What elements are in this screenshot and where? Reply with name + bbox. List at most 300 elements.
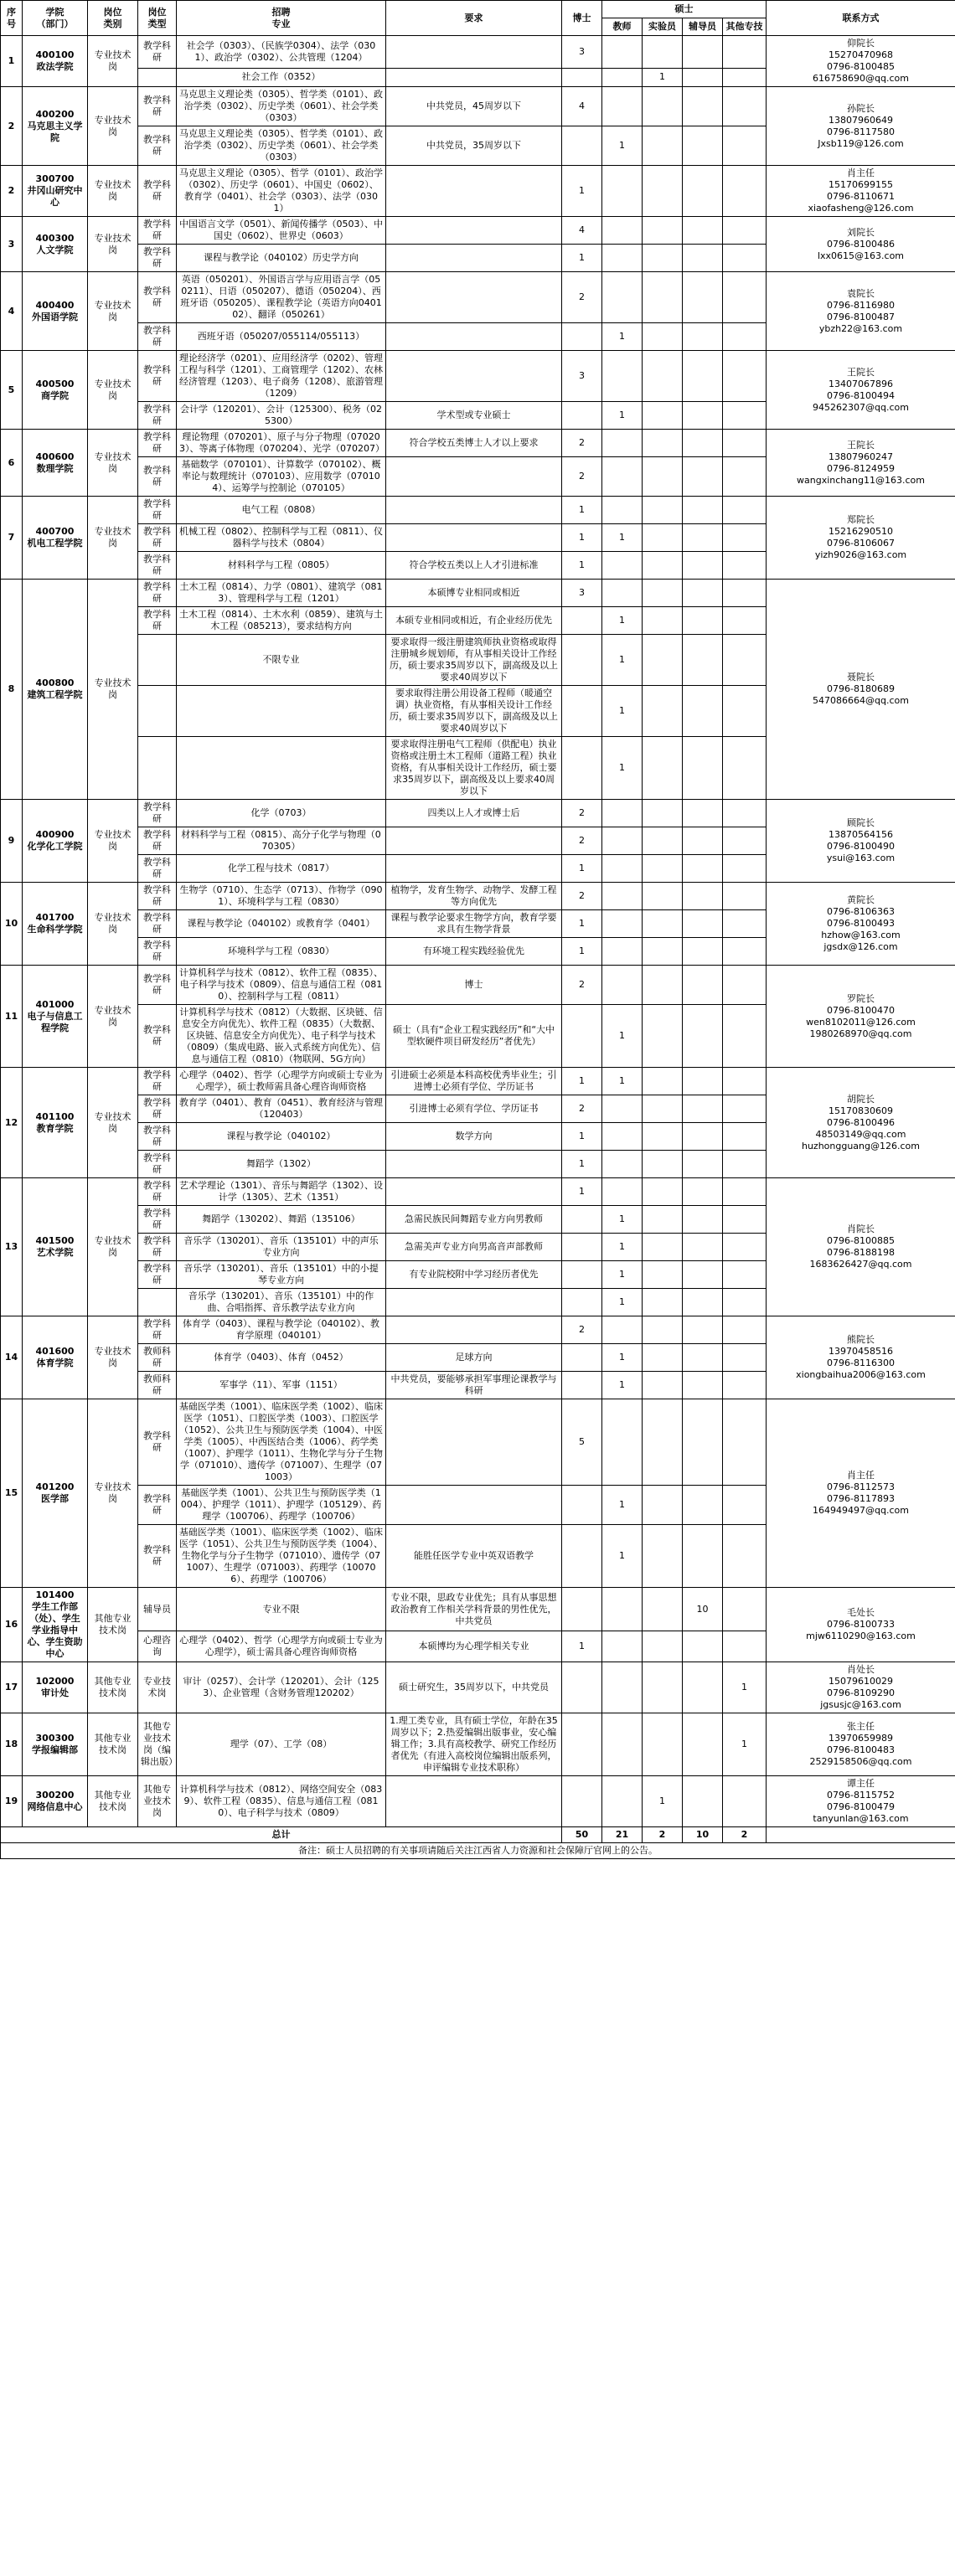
row-teacher: 1 — [602, 1344, 643, 1372]
row-requirement: 硕士（具有“企业工程实践经历”和“大中型软硬件项目研发经历”者优先） — [386, 1005, 562, 1068]
header-contact: 联系方式 — [767, 1, 955, 36]
row-teacher: 1 — [602, 402, 643, 430]
row-contact: 黄院长 0796-8106363 0796-8100493 hzhow@163.com jgsdx@126.com — [767, 883, 955, 966]
row-experimenter — [643, 910, 683, 938]
row-experimenter — [643, 497, 683, 524]
row-post-type: 教学科研 — [138, 430, 177, 457]
row-teacher: 1 — [602, 1525, 643, 1588]
row-experimenter — [643, 686, 683, 737]
row-counselor — [683, 1123, 723, 1151]
row-teacher — [602, 938, 643, 966]
row-post-type: 心理咨询 — [138, 1631, 177, 1662]
row-other-tech — [723, 1005, 767, 1068]
row-other-tech — [723, 1525, 767, 1588]
row-other-tech — [723, 457, 767, 497]
row-teacher — [602, 800, 643, 827]
row-other-tech — [723, 1206, 767, 1234]
row-post-category: 专业技术岗 — [88, 497, 138, 580]
row-phd: 1 — [562, 1123, 602, 1151]
row-major — [177, 686, 386, 737]
row-experimenter — [643, 1123, 683, 1151]
row-post-category: 其他专业技术岗 — [88, 1776, 138, 1827]
row-contact: 胡院长 15170830609 0796-8100496 48503149@qq.com huzhongguang@126.com — [767, 1068, 955, 1178]
row-experimenter — [643, 1662, 683, 1713]
row-post-category: 专业技术岗 — [88, 966, 138, 1068]
row-post-type — [138, 686, 177, 737]
row-post-type: 教学科研 — [138, 1178, 177, 1206]
row-seq: 15 — [1, 1399, 23, 1588]
table-row — [1, 580, 955, 607]
row-teacher — [602, 1151, 643, 1178]
row-seq: 10 — [1, 883, 23, 966]
row-phd: 1 — [562, 245, 602, 272]
row-counselor — [683, 1316, 723, 1344]
row-contact: 肖主任 15170699155 0796-8110671 xiaofasheng@126.com — [767, 166, 955, 217]
row-college: 401000 电子与信息工程学院 — [23, 966, 88, 1068]
row-seq: 1 — [1, 36, 23, 87]
row-requirement — [386, 166, 562, 217]
row-requirement — [386, 323, 562, 351]
row-phd: 1 — [562, 855, 602, 883]
row-counselor — [683, 938, 723, 966]
row-requirement — [386, 855, 562, 883]
row-post-type: 教学科研 — [138, 1525, 177, 1588]
row-phd: 2 — [562, 800, 602, 827]
row-teacher — [602, 1631, 643, 1662]
table-row — [1, 430, 955, 457]
row-phd: 1 — [562, 497, 602, 524]
row-counselor — [683, 457, 723, 497]
row-requirement: 博士 — [386, 966, 562, 1005]
row-seq: 6 — [1, 430, 23, 497]
table-row — [1, 1316, 955, 1344]
row-counselor — [683, 737, 723, 800]
row-experimenter — [643, 607, 683, 635]
row-other-tech — [723, 966, 767, 1005]
row-college: 401200 医学部 — [23, 1399, 88, 1588]
row-college: 101400 学生工作部（处）、学生学业指导中心、学生资助中心 — [23, 1588, 88, 1662]
row-experimenter — [643, 1486, 683, 1525]
row-phd: 2 — [562, 457, 602, 497]
row-experimenter — [643, 580, 683, 607]
row-phd: 2 — [562, 966, 602, 1005]
table-row — [1, 1068, 955, 1095]
row-major: 体育学（0403）、体育（0452） — [177, 1344, 386, 1372]
row-college: 300700 井冈山研究中心 — [23, 166, 88, 217]
header-college: 学院 （部门） — [23, 1, 88, 36]
row-other-tech — [723, 126, 767, 166]
row-teacher — [602, 552, 643, 580]
row-other-tech — [723, 1068, 767, 1095]
row-other-tech — [723, 430, 767, 457]
row-post-category: 专业技术岗 — [88, 217, 138, 272]
row-phd: 1 — [562, 1178, 602, 1206]
row-other-tech — [723, 1776, 767, 1827]
row-phd: 3 — [562, 36, 602, 69]
row-teacher — [602, 1178, 643, 1206]
row-counselor — [683, 1095, 723, 1123]
row-other-tech — [723, 1631, 767, 1662]
table-header — [1, 1, 955, 36]
table-row — [1, 217, 955, 245]
row-phd — [562, 1372, 602, 1399]
row-post-category: 专业技术岗 — [88, 800, 138, 883]
row-post-type: 教学科研 — [138, 36, 177, 69]
total-teacher: 21 — [602, 1827, 643, 1843]
table-row — [1, 497, 955, 524]
table-row — [1, 1588, 955, 1631]
row-post-type: 教学科研 — [138, 126, 177, 166]
total-empty — [767, 1827, 955, 1843]
row-counselor — [683, 272, 723, 323]
row-requirement: 要求取得注册电气工程师（供配电）执业资格或注册土木工程师（道路工程）执业资格，有从事相关设计工作经历，硕士要求35周岁以下，副高级及以上要求40周岁以下 — [386, 737, 562, 800]
row-major: 会计学（120201）、会计（125300）、税务（025300） — [177, 402, 386, 430]
row-experimenter — [643, 1234, 683, 1261]
row-phd — [562, 126, 602, 166]
row-other-tech — [723, 607, 767, 635]
row-seq: 11 — [1, 966, 23, 1068]
row-teacher — [602, 245, 643, 272]
row-major: 机械工程（0802）、控制科学与工程（0811）、仪器科学与技术（0804） — [177, 524, 386, 552]
row-seq: 8 — [1, 580, 23, 800]
row-phd: 3 — [562, 351, 602, 402]
row-major: 土木工程（0814）、力学（0801）、建筑学（0813）、管理科学与工程（1201） — [177, 580, 386, 607]
row-college: 400800 建筑工程学院 — [23, 580, 88, 800]
row-post-type: 教学科研 — [138, 1206, 177, 1234]
row-post-type: 教学科研 — [138, 883, 177, 910]
row-counselor — [683, 827, 723, 855]
row-phd — [562, 737, 602, 800]
row-major: 生物学（0710）、生态学（0713）、作物学（0901）、环境科学与工程（0830） — [177, 883, 386, 910]
row-major: 社会工作（0352） — [177, 68, 386, 86]
row-counselor — [683, 166, 723, 217]
row-teacher — [602, 966, 643, 1005]
row-other-tech — [723, 737, 767, 800]
row-post-type: 教学科研 — [138, 457, 177, 497]
row-college: 400500 商学院 — [23, 351, 88, 430]
row-other-tech — [723, 1316, 767, 1344]
row-major: 课程与教学论（040102）或教育学（0401） — [177, 910, 386, 938]
row-other-tech — [723, 1344, 767, 1372]
row-other-tech — [723, 1372, 767, 1399]
row-phd — [562, 1486, 602, 1525]
header-other-tech: 其他专技 — [723, 18, 767, 36]
row-teacher — [602, 217, 643, 245]
row-major: 材料科学与工程（0815）、高分子化学与物理（070305） — [177, 827, 386, 855]
row-experimenter — [643, 1095, 683, 1123]
row-major: 音乐学（130201）、音乐（135101）中的声乐专业方向 — [177, 1234, 386, 1261]
row-other-tech — [723, 351, 767, 402]
header-seq: 序号 — [1, 1, 23, 36]
row-phd — [562, 1289, 602, 1316]
row-college: 300300 学报编辑部 — [23, 1713, 88, 1776]
row-post-category: 专业技术岗 — [88, 272, 138, 351]
row-teacher — [602, 1095, 643, 1123]
row-post-type: 教学科研 — [138, 1486, 177, 1525]
header-teacher: 教师 — [602, 18, 643, 36]
table-row — [1, 87, 955, 126]
row-post-type: 其他专业技术岗 — [138, 1776, 177, 1827]
row-counselor — [683, 36, 723, 69]
row-other-tech — [723, 1151, 767, 1178]
row-major: 基础医学类（1001）、公共卫生与预防医学类（1004）、护理学（1011）、护理学（105129）、药理学（100706）、药理学（100706） — [177, 1486, 386, 1525]
row-requirement — [386, 827, 562, 855]
row-counselor — [683, 87, 723, 126]
row-counselor — [683, 607, 723, 635]
row-requirement — [386, 1178, 562, 1206]
row-post-type: 辅导员 — [138, 1588, 177, 1631]
row-counselor — [683, 686, 723, 737]
row-counselor: 10 — [683, 1588, 723, 1631]
row-experimenter — [643, 552, 683, 580]
row-counselor — [683, 524, 723, 552]
row-counselor — [683, 1289, 723, 1316]
row-experimenter — [643, 524, 683, 552]
row-post-category: 其他专业技术岗 — [88, 1588, 138, 1662]
header-counselor: 辅导员 — [683, 18, 723, 36]
row-other-tech — [723, 1588, 767, 1631]
row-other-tech — [723, 1095, 767, 1123]
row-experimenter — [643, 126, 683, 166]
row-other-tech — [723, 827, 767, 855]
row-post-category: 专业技术岗 — [88, 1316, 138, 1399]
row-contact: 张主任 13970659989 0796-8100483 2529158506@qq.com — [767, 1713, 955, 1776]
row-major: 军事学（11）、军事（1151） — [177, 1372, 386, 1399]
row-major: 材料科学与工程（0805） — [177, 552, 386, 580]
row-college: 102000 审计处 — [23, 1662, 88, 1713]
row-phd — [562, 402, 602, 430]
row-contact: 罗院长 0796-8100470 wen8102011@126.com 1980268970@qq.com — [767, 966, 955, 1068]
row-counselor — [683, 966, 723, 1005]
row-major: 心理学（0402）、哲学（心理学方向或硕士专业为心理学），硕士教师需具备心理咨询师资格 — [177, 1068, 386, 1095]
row-post-category: 专业技术岗 — [88, 351, 138, 430]
row-major: 理论经济学（0201）、应用经济学（0202）、管理工程与科学（1201）、工商管理学（1202）、农林经济管理（1203）、电子商务（1208）、旅游管理（1209） — [177, 351, 386, 402]
row-experimenter — [643, 737, 683, 800]
row-post-type: 教学科研 — [138, 217, 177, 245]
row-contact: 郑院长 15216290510 0796-8106067 yizh9026@163.com — [767, 497, 955, 580]
row-major: 体育学（0403）、课程与教学论（040102）、教育学原理（040101） — [177, 1316, 386, 1344]
row-counselor — [683, 1261, 723, 1289]
row-post-type: 教学科研 — [138, 245, 177, 272]
row-other-tech — [723, 855, 767, 883]
row-major: 理学（07）、工学（08） — [177, 1713, 386, 1776]
row-phd — [562, 1588, 602, 1631]
row-post-type: 教学科研 — [138, 1234, 177, 1261]
row-counselor — [683, 1399, 723, 1486]
row-requirement: 要求取得一级注册建筑师执业资格或取得注册城乡规划师，有从事相关设计工作经历，硕士要求35周岁以下，副高级及以上要求40周岁以下 — [386, 635, 562, 686]
row-other-tech — [723, 1399, 767, 1486]
row-other-tech — [723, 1486, 767, 1525]
row-experimenter — [643, 217, 683, 245]
row-requirement — [386, 1776, 562, 1827]
row-post-category: 专业技术岗 — [88, 580, 138, 800]
row-post-type: 教学科研 — [138, 166, 177, 217]
row-requirement: 四类以上人才或博士后 — [386, 800, 562, 827]
row-major: 音乐学（130201）、音乐（135101）中的作曲、合唱指挥、音乐教学法专业方向 — [177, 1289, 386, 1316]
row-post-type: 教学科研 — [138, 323, 177, 351]
row-teacher: 1 — [602, 1486, 643, 1525]
row-requirement: 符合学校五类以上人才引进标准 — [386, 552, 562, 580]
row-post-type: 教学科研 — [138, 580, 177, 607]
row-phd — [562, 1344, 602, 1372]
row-counselor — [683, 245, 723, 272]
row-post-type: 教学科研 — [138, 1095, 177, 1123]
table-row — [1, 272, 955, 323]
note-row — [1, 1843, 955, 1859]
row-teacher: 1 — [602, 686, 643, 737]
row-experimenter — [643, 635, 683, 686]
row-post-type — [138, 1289, 177, 1316]
row-experimenter — [643, 1525, 683, 1588]
row-major: 环境科学与工程（0830） — [177, 938, 386, 966]
row-post-type: 教学科研 — [138, 607, 177, 635]
row-teacher — [602, 430, 643, 457]
row-other-tech — [723, 323, 767, 351]
row-experimenter — [643, 1005, 683, 1068]
row-experimenter — [643, 1261, 683, 1289]
row-teacher — [602, 580, 643, 607]
row-requirement: 能胜任医学专业中英双语教学 — [386, 1525, 562, 1588]
row-post-type: 教学科研 — [138, 1261, 177, 1289]
row-post-type: 教学科研 — [138, 910, 177, 938]
row-other-tech — [723, 36, 767, 69]
row-seq: 2 — [1, 87, 23, 166]
row-other-tech — [723, 272, 767, 323]
row-seq: 18 — [1, 1713, 23, 1776]
row-requirement — [386, 1399, 562, 1486]
row-major: 化学工程与技术（0817） — [177, 855, 386, 883]
row-other-tech — [723, 497, 767, 524]
table-row — [1, 166, 955, 217]
row-college: 401500 艺术学院 — [23, 1178, 88, 1316]
row-post-category: 专业技术岗 — [88, 1399, 138, 1588]
row-college: 400600 数理学院 — [23, 430, 88, 497]
row-counselor — [683, 1486, 723, 1525]
row-requirement: 专业不限，思政专业优先；具有从事思想政治教育工作相关学科背景的男性优先，中共党员 — [386, 1588, 562, 1631]
row-teacher: 1 — [602, 1289, 643, 1316]
row-experimenter — [643, 855, 683, 883]
total-row — [1, 1827, 955, 1843]
row-other-tech — [723, 1289, 767, 1316]
row-requirement: 引进博士必须有学位、学历证书 — [386, 1095, 562, 1123]
row-post-type: 教师科研 — [138, 1372, 177, 1399]
row-experimenter — [643, 966, 683, 1005]
row-phd: 1 — [562, 1068, 602, 1095]
row-experimenter: 1 — [643, 1776, 683, 1827]
table-row — [1, 1662, 955, 1713]
row-experimenter: 1 — [643, 68, 683, 86]
row-contact: 孙院长 13807960649 0796-8117580 Jxsb119@126.com — [767, 87, 955, 166]
row-phd: 1 — [562, 1631, 602, 1662]
table-row — [1, 36, 955, 69]
row-counselor — [683, 883, 723, 910]
header-major: 招聘 专业 — [177, 1, 386, 36]
row-teacher — [602, 827, 643, 855]
row-contact: 袁院长 0796-8116980 0796-8100487 ybzh22@163.com — [767, 272, 955, 351]
row-contact: 肖处长 15079610029 0796-8109290 jgsusjc@163.com — [767, 1662, 955, 1713]
row-requirement: 本硕博专业相同或相近 — [386, 580, 562, 607]
row-counselor — [683, 126, 723, 166]
row-experimenter — [643, 938, 683, 966]
total-phd: 50 — [562, 1827, 602, 1843]
row-experimenter — [643, 827, 683, 855]
row-major: 教育学（0401）、教育（0451）、教育经济与管理（120403） — [177, 1095, 386, 1123]
row-phd: 2 — [562, 883, 602, 910]
row-teacher — [602, 351, 643, 402]
row-counselor — [683, 1005, 723, 1068]
row-teacher — [602, 883, 643, 910]
row-other-tech — [723, 1178, 767, 1206]
row-phd: 2 — [562, 827, 602, 855]
row-phd: 1 — [562, 1151, 602, 1178]
row-counselor — [683, 1372, 723, 1399]
row-phd: 5 — [562, 1399, 602, 1486]
row-counselor — [683, 1662, 723, 1713]
row-requirement — [386, 272, 562, 323]
row-college: 400400 外国语学院 — [23, 272, 88, 351]
row-counselor — [683, 1631, 723, 1662]
row-post-type — [138, 737, 177, 800]
row-post-type: 教学科研 — [138, 1068, 177, 1095]
row-major: 英语（050201）、外国语言学与应用语言学（050211）、日语（050207）、德语（050204）、西班牙语（050205）、课程教学论（英语方向040102）、翻译（050261） — [177, 272, 386, 323]
row-phd: 1 — [562, 938, 602, 966]
row-contact: 熊院长 13970458516 0796-8116300 xiongbaihua2006@163.com — [767, 1316, 955, 1399]
row-major: 课程与教学论（040102）历史学方向 — [177, 245, 386, 272]
row-requirement: 符合学校五类博士人才以上要求 — [386, 430, 562, 457]
row-requirement: 数学方向 — [386, 1123, 562, 1151]
row-requirement: 本硕博均为心理学相关专业 — [386, 1631, 562, 1662]
row-teacher — [602, 1123, 643, 1151]
row-seq: 7 — [1, 497, 23, 580]
header-experimenter: 实验员 — [643, 18, 683, 36]
row-counselor — [683, 1151, 723, 1178]
row-phd — [562, 1005, 602, 1068]
row-phd — [562, 1234, 602, 1261]
row-major: 基础医学类（1001）、临床医学类（1002）、临床医学（1051）、口腔医学类（1003）、口腔医学（1052）、公共卫生与预防医学类（1004）、中医学类（1005）、中西医结合类（1006）、药学类（1007）、护理学（1011）、生物化学与分子生物学（071010）、遗传学（071007）、生理学（071003） — [177, 1399, 386, 1486]
row-requirement — [386, 497, 562, 524]
row-experimenter — [643, 883, 683, 910]
row-post-type: 教学科研 — [138, 552, 177, 580]
row-teacher — [602, 1316, 643, 1344]
row-teacher — [602, 910, 643, 938]
row-contact: 肖主任 0796-8112573 0796-8117893 164949497@qq.com — [767, 1399, 955, 1588]
row-counselor — [683, 402, 723, 430]
total-label: 总计 — [1, 1827, 562, 1843]
row-counselor — [683, 430, 723, 457]
row-teacher — [602, 855, 643, 883]
row-teacher — [602, 1662, 643, 1713]
row-experimenter — [643, 1178, 683, 1206]
row-contact: 王院长 13407067896 0796-8100494 945262307@qq.com — [767, 351, 955, 430]
row-experimenter — [643, 402, 683, 430]
row-major: 心理学（0402）、哲学（心理学方向或硕士专业为心理学），硕士需具备心理咨询师资格 — [177, 1631, 386, 1662]
row-counselor — [683, 497, 723, 524]
row-post-type: 教学科研 — [138, 1005, 177, 1068]
row-teacher — [602, 87, 643, 126]
row-teacher: 1 — [602, 635, 643, 686]
row-requirement: 1.理工类专业，具有硕士学位，年龄在35周岁以下；2.热爱编辑出版事业，安心编辑工作；3.具有高校教学、研究工作经历者优先（有进入高校岗位编辑出版系列，申评编辑专业技术职称） — [386, 1713, 562, 1776]
row-requirement: 中共党员，45周岁以下 — [386, 87, 562, 126]
table-row — [1, 800, 955, 827]
table-row — [1, 1399, 955, 1486]
row-college: 400900 化学化工学院 — [23, 800, 88, 883]
header-post-type: 岗位 类型 — [138, 1, 177, 36]
row-phd — [562, 1206, 602, 1234]
row-seq: 13 — [1, 1178, 23, 1316]
row-phd — [562, 607, 602, 635]
row-college: 401600 体育学院 — [23, 1316, 88, 1399]
row-requirement: 学术型或专业硕士 — [386, 402, 562, 430]
